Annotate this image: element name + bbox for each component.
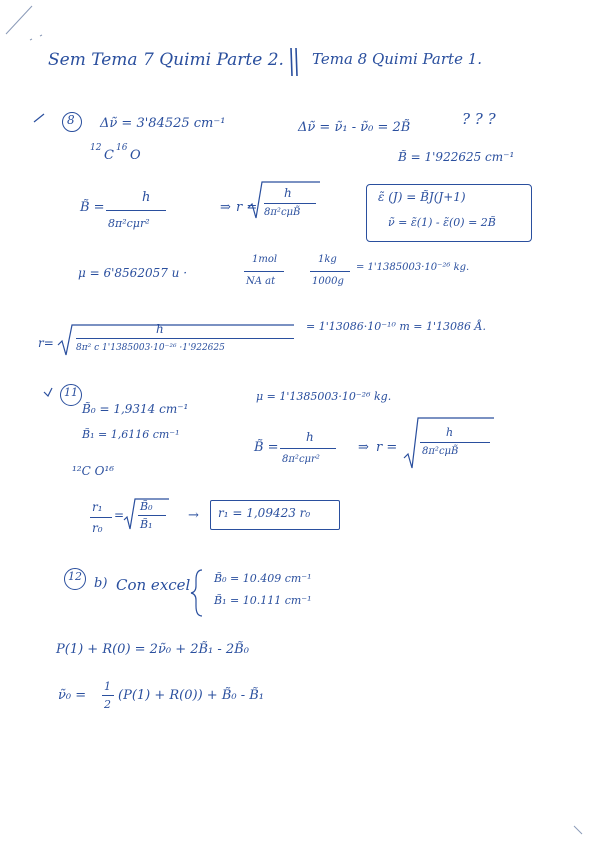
p11-b-bar [280, 448, 336, 449]
p11-root-num: B̃₀ [140, 500, 153, 513]
p8-r-bar [264, 203, 316, 204]
p8-r-calc-lhs: r= [38, 336, 54, 350]
p8-delta-nu-definition: Δν̃ = ν̃₁ - ν̃₀ = 2B̃ [298, 120, 411, 135]
problem-11-number: 11 [64, 386, 78, 399]
p11-ratio-num: r₁ [92, 500, 103, 514]
p8-mu-line: μ = 6'8562057 u · [78, 266, 188, 280]
p8-b-formula-den: 8π²cμr² [108, 217, 150, 230]
p11-b-lhs: B̃ = [254, 440, 279, 455]
p8-mu-frac2-den: 1000g [312, 276, 344, 287]
p8-isotope-16: 16 [116, 143, 128, 153]
p12-frac-bar [102, 695, 114, 696]
p11-ratio-equals: = [114, 508, 125, 522]
p12-label: Con excel [116, 576, 191, 594]
p8-mu-frac1-bar [244, 271, 284, 272]
p11-isotope: ¹²C O¹⁶ [72, 464, 115, 478]
p11-r-den: 8π²cμB̃ [422, 446, 459, 457]
p8-mu-frac1-den: NA at [246, 276, 276, 287]
p8-r-calc-num: h [156, 322, 164, 336]
p8-r-calc-result: = 1'13086·10⁻¹⁰ m = 1'13086 Å. [306, 320, 486, 333]
p8-implies-arrow: ⇒ [220, 200, 231, 215]
p8-b-formula-bar [106, 210, 166, 211]
p11-arrow: → [188, 508, 199, 523]
p12-part: b) [94, 576, 108, 591]
p12-equation-2-rest: (P(1) + R(0)) + B̃₀ - B̃₁ [118, 688, 265, 703]
p11-root-den: B̃₁ [140, 518, 153, 531]
header-right-title: Tema 8 Quimi Parte 1. [312, 50, 483, 68]
p11-b-num: h [306, 430, 314, 444]
p11-ratio-den: r₀ [92, 521, 103, 535]
p8-b-value: B̃ = 1'922625 cm⁻¹ [398, 150, 515, 164]
p11-b-den: 8π²cμr² [282, 454, 320, 465]
p8-isotope-c: C [104, 148, 114, 163]
p8-mu-frac1-num: 1mol [252, 254, 278, 265]
p11-implies-arrow: ⇒ [358, 440, 369, 455]
header-left-title: Sem Tema 7 Quimi Parte 2. [48, 50, 284, 70]
p8-r-num: h [284, 186, 292, 200]
p8-mu-frac2-bar [310, 271, 350, 272]
p12-b0: B̃₀ = 10.409 cm⁻¹ [214, 572, 312, 585]
p11-result: r₁ = 1,09423 r₀ [218, 506, 311, 520]
p11-ratio-bar [90, 517, 112, 518]
p11-root-bar [138, 515, 166, 516]
box-transition-line: ν̃ = ε̃(1) - ε̃(0) = 2B̃ [388, 216, 496, 229]
p8-isotope-12: 12 [90, 143, 102, 153]
p12-frac-den: 2 [104, 698, 111, 711]
p8-r-lhs: r = [236, 200, 258, 215]
p12-equation-2-lhs: ν̃₀ = [58, 688, 87, 703]
problem-8-number: 8 [67, 113, 75, 127]
p8-r-den: 8π²cμB̃ [264, 207, 301, 218]
p8-question-marks: ? ? ? [462, 110, 496, 128]
p8-r-calc-bar [76, 338, 294, 339]
p8-b-formula-num: h [142, 190, 151, 205]
p11-b0: B̃₀ = 1,9314 cm⁻¹ [82, 402, 189, 416]
p12-equation-1: P(1) + R(0) = 2ν̃₀ + 2B̃₁ - 2B̃₀ [56, 642, 249, 657]
p11-r-bar [420, 442, 490, 443]
p11-r-lhs: r = [376, 440, 398, 455]
p8-b-formula-lhs: B̃ = [80, 200, 105, 215]
p11-mu: μ = 1'1385003·10⁻²⁶ kg. [256, 390, 392, 403]
p8-mu-result: = 1'1385003·10⁻²⁶ kg. [356, 262, 470, 273]
p8-mu-frac2-num: 1kg [318, 254, 337, 265]
problem-12-number: 12 [68, 570, 82, 583]
p12-b1: B̃₁ = 10.111 cm⁻¹ [214, 594, 312, 607]
p8-delta-nu: Δν̃ = 3'84525 cm⁻¹ [100, 116, 226, 131]
box-energy-line: ε̃ (J) = B̃J(J+1) [378, 190, 466, 204]
p12-frac-num: 1 [104, 680, 111, 693]
p11-b1: B̃₁ = 1,6116 cm⁻¹ [82, 428, 180, 441]
p8-isotope-o: O [130, 148, 141, 163]
p8-r-calc-den: 8π² c 1'1385003·10⁻²⁶ ·1'922625 [76, 343, 225, 353]
p11-r-num: h [446, 426, 454, 439]
